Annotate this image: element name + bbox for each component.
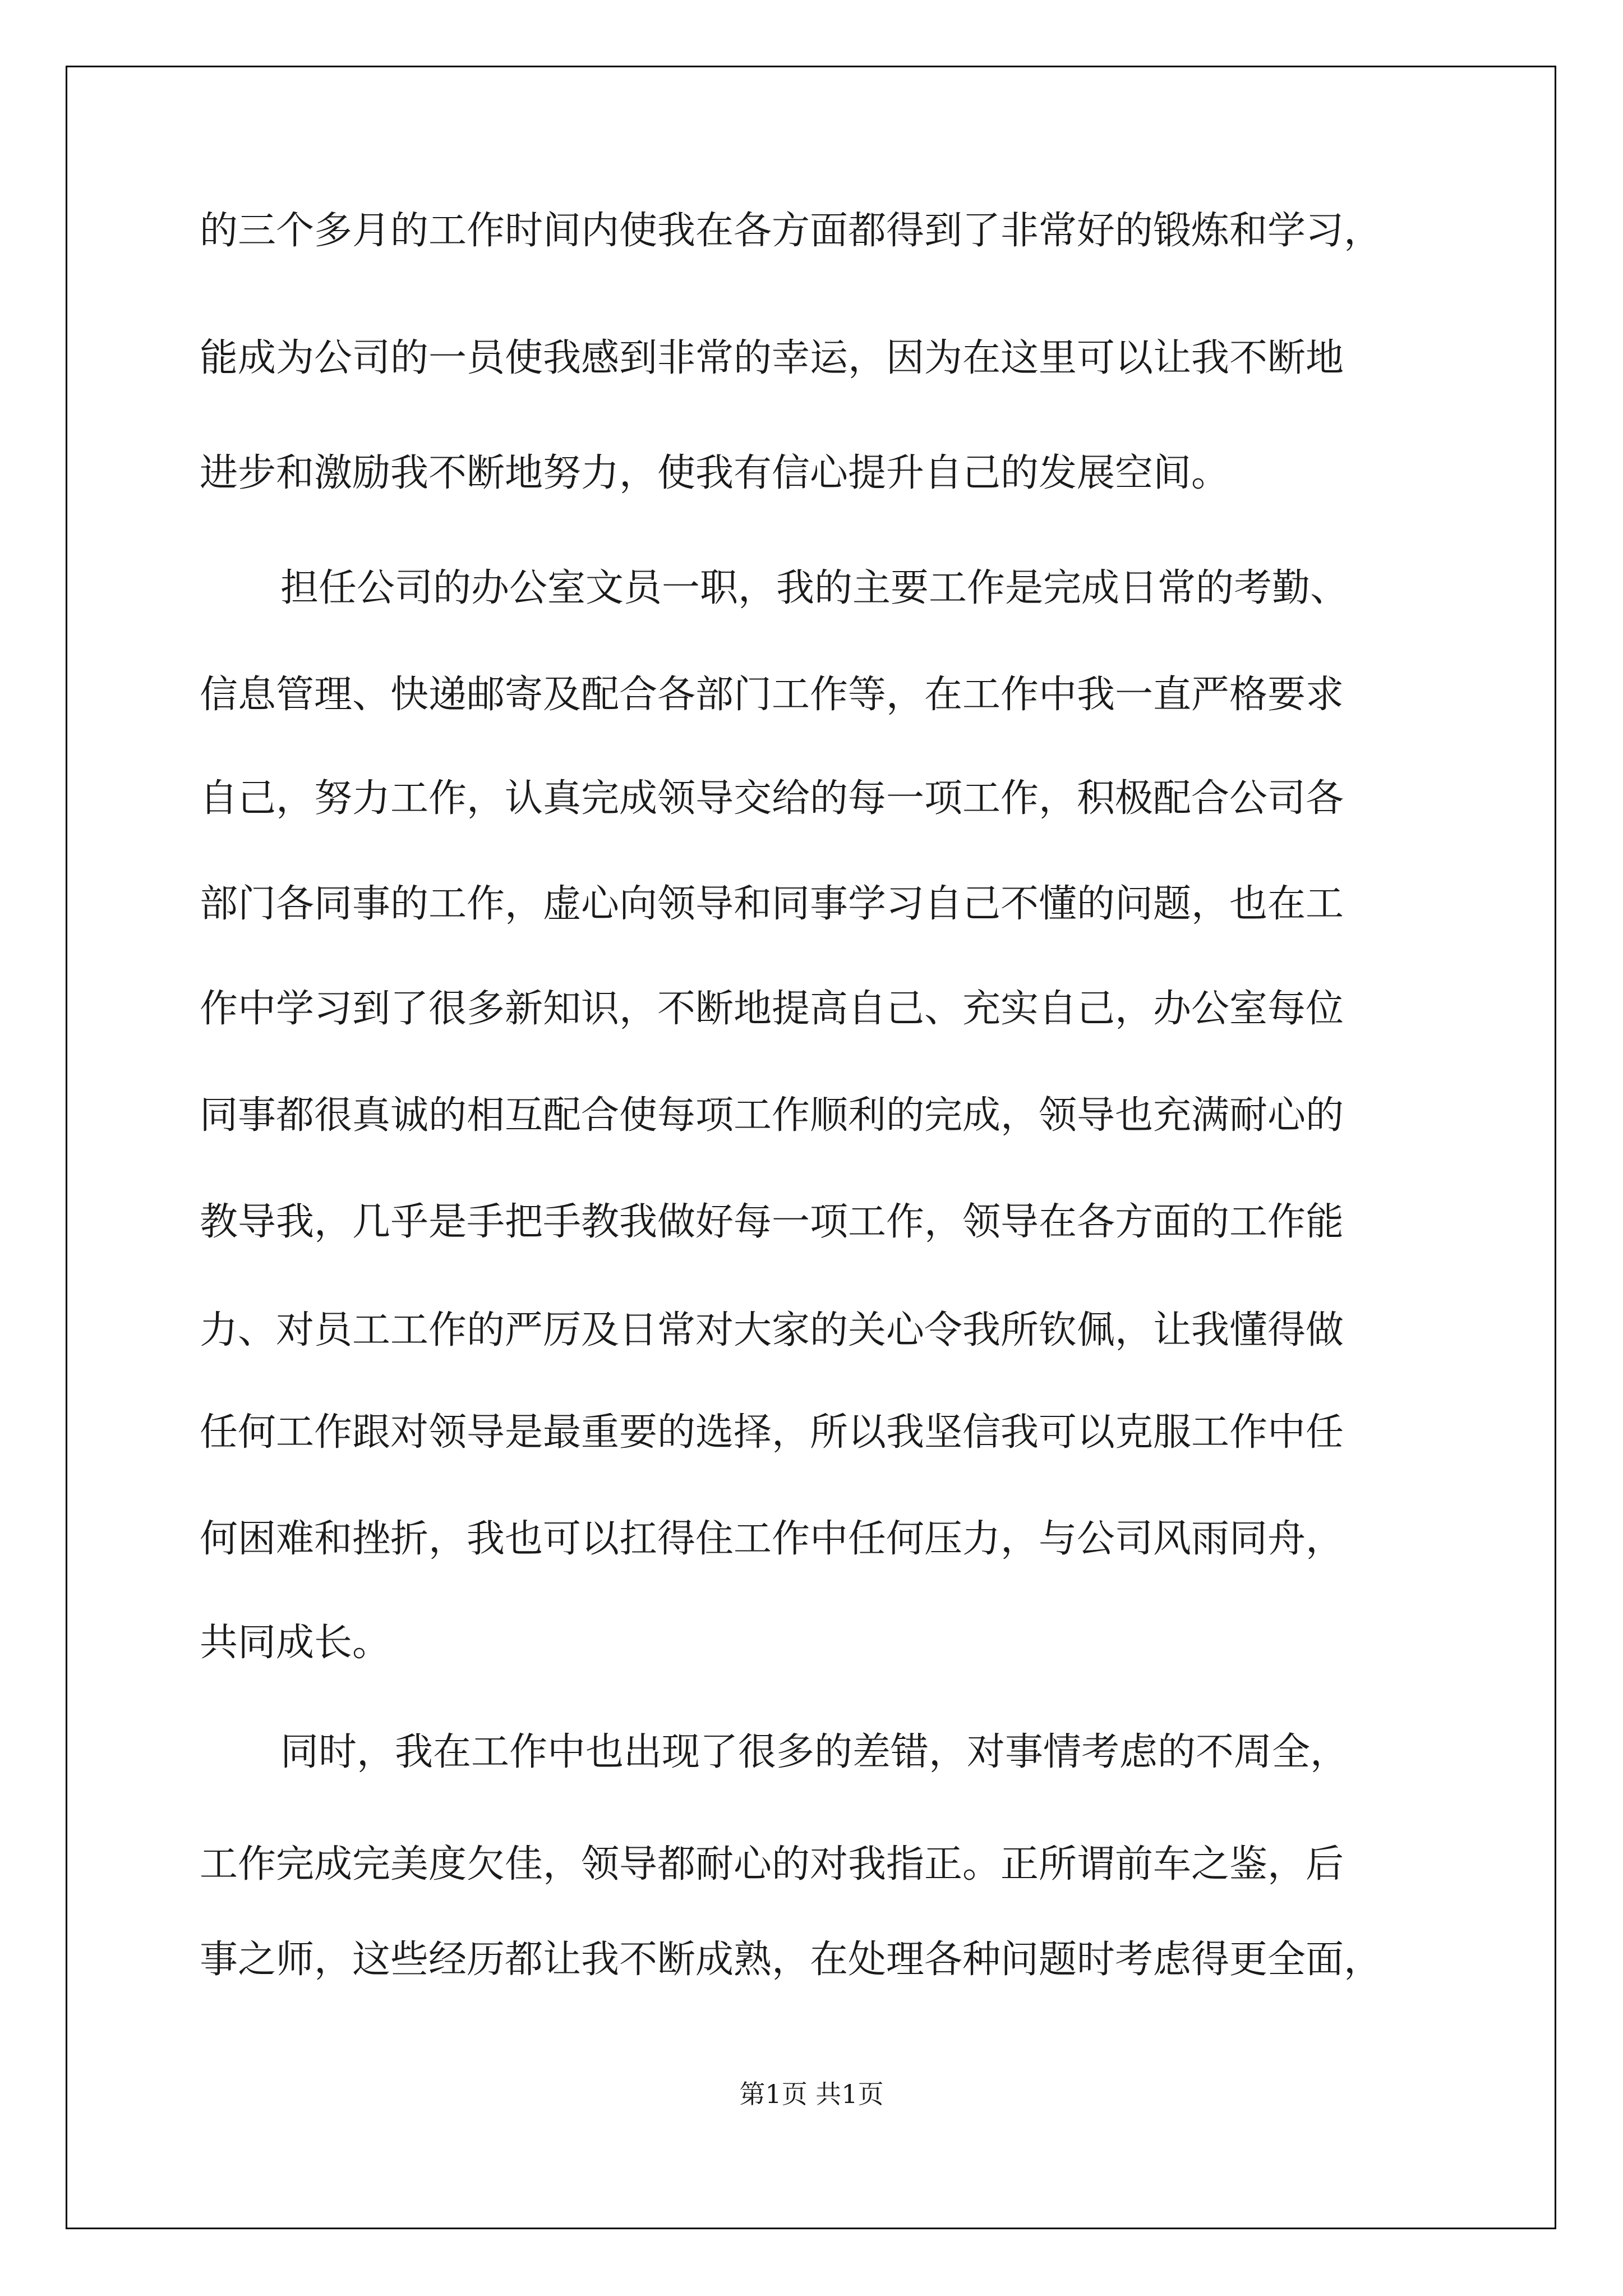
text-line: 信息管理、快递邮寄及配合各部门工作等，在工作中我一直严格要求 <box>200 673 1344 717</box>
text-line: 共同成长。 <box>200 1621 391 1665</box>
text-line: 同事都很真诚的相互配合使每项工作顺利的完成，领导也充满耐心的 <box>200 1093 1344 1138</box>
text-line: 自己，努力工作，认真完成领导交给的每一项工作，积极配合公司各 <box>200 776 1344 821</box>
text-line: 工作完成完美度欠佳，领导都耐心的对我指正。正所谓前车之鉴，后 <box>200 1842 1344 1887</box>
text-line: 担任公司的办公室文员一职，我的主要工作是完成日常的考勤、 <box>280 566 1349 610</box>
text-line: 力、对员工工作的严厉及日常对大家的关心令我所钦佩，让我懂得做 <box>200 1308 1344 1352</box>
text-line: 的三个多月的工作时间内使我在各方面都得到了非常好的锻炼和学习， <box>200 209 1382 253</box>
text-line: 能成为公司的一员使我感到非常的幸运，因为在这里可以让我不断地 <box>200 336 1344 380</box>
page-border <box>66 66 1556 2229</box>
text-line: 同时，我在工作中也出现了很多的差错，对事情考虑的不周全， <box>280 1730 1349 1774</box>
text-line: 事之师，这些经历都让我不断成熟，在处理各种问题时考虑得更全面， <box>200 1938 1382 1982</box>
text-line: 进步和激励我不断地努力，使我有信心提升自己的发展空间。 <box>200 451 1230 495</box>
text-line: 教导我，几乎是手把手教我做好每一项工作，领导在各方面的工作能 <box>200 1200 1344 1244</box>
text-line: 任何工作跟对领导是最重要的选择，所以我坚信我可以克服工作中任 <box>200 1410 1344 1455</box>
page-footer: 第1页 共1页 <box>739 2079 884 2109</box>
text-line: 何困难和挫折，我也可以扛得住工作中任何压力，与公司风雨同舟， <box>200 1517 1344 1561</box>
text-line: 部门各同事的工作，虚心向领导和同事学习自己不懂的问题，也在工 <box>200 882 1344 926</box>
text-line: 作中学习到了很多新知识，不断地提高自己、充实自己，办公室每位 <box>200 987 1344 1031</box>
